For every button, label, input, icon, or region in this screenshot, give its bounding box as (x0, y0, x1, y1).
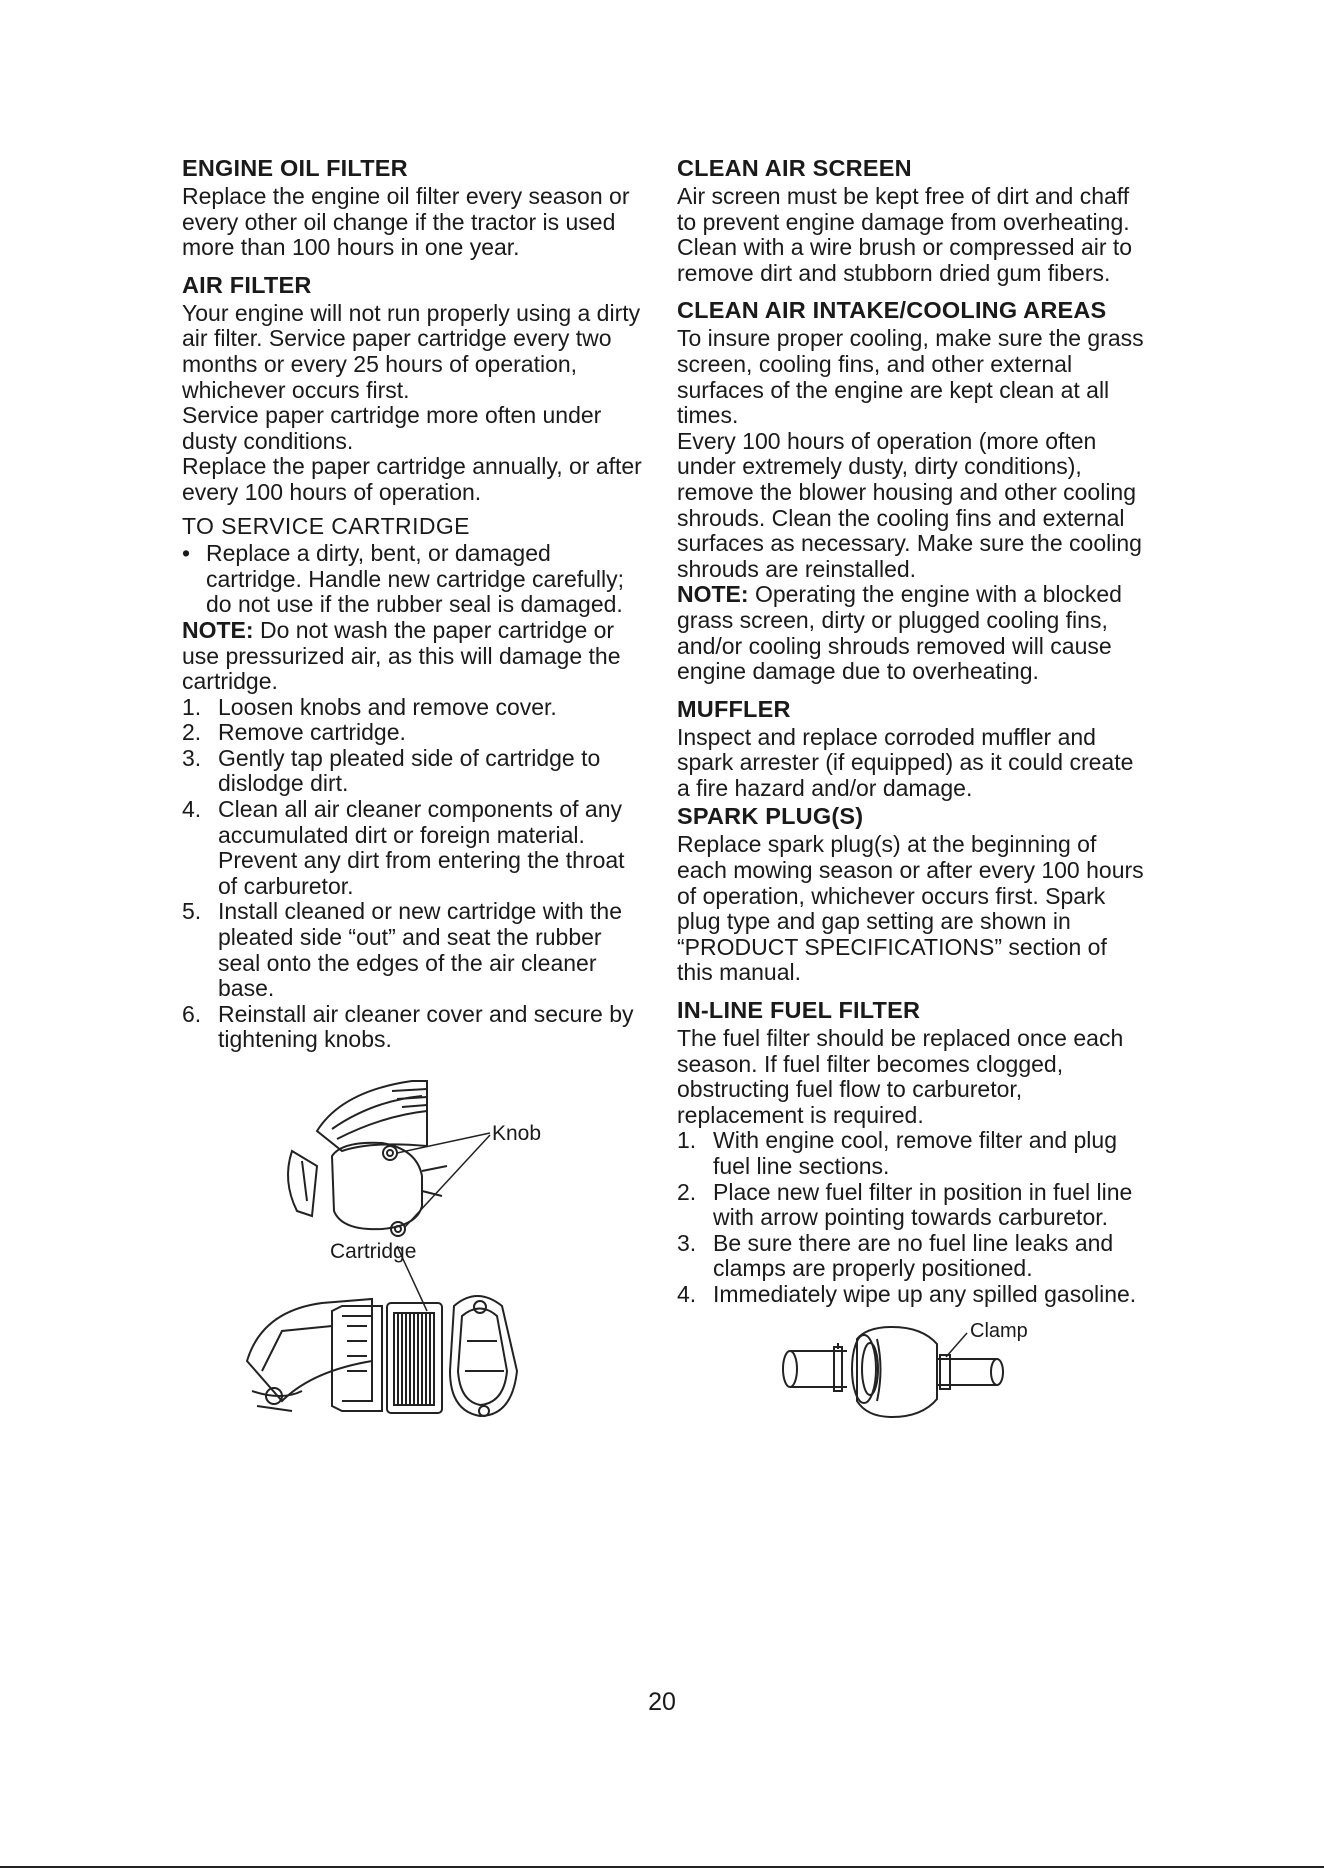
fuel-filter-illustration (772, 1319, 1032, 1429)
right-column (677, 155, 1147, 1429)
bullet-dot: • (182, 540, 191, 567)
cartridge-bullet-text: Replace a dirty, bent, or damaged cartridge. Handle new cartridge carefully; do not use if the rubber seal is damaged. (206, 540, 625, 618)
air-filter-heading: AIR FILTER (182, 271, 312, 298)
clean-air-screen-section (677, 155, 1147, 286)
step-number: 6. (182, 1000, 202, 1027)
list-item (677, 1231, 1147, 1282)
step-number: 4. (677, 1280, 697, 1307)
air-filter-paragraph-3: Replace the paper cartridge annually, or after every 100 hours of operation. (182, 453, 642, 505)
spark-plug-section (677, 803, 1147, 986)
air-cleaner-drawing (222, 1071, 622, 1451)
bottom-rule (0, 1866, 1324, 1868)
step-text: With engine cool, remove filter and plug fuel line sections. (713, 1127, 1117, 1179)
spark-plug-heading: SPARK PLUG(S) (677, 803, 864, 830)
list-item (182, 746, 642, 797)
cartridge-bullet (182, 541, 642, 618)
list-item (182, 720, 642, 746)
air-intake-cooling-section (677, 297, 1147, 684)
step-text: Clean all air cleaner components of any accumulated dirt or foreign material. Prevent any dirt from entering the throat of carburetor. (218, 796, 625, 899)
note-label: NOTE: (182, 616, 254, 643)
engine-oil-filter-text: Replace the engine oil filter every season or every other oil change if the tractor is used more than 100 hours in one year. (182, 183, 630, 261)
air-intake-paragraph-1: To insure proper cooling, make sure the grass screen, cooling fins, and other external surfaces of the engine are kept clean at all times. (677, 325, 1144, 429)
spark-plug-text: Replace spark plug(s) at the beginning of each mowing season or after every 100 hours of operation, whichever occurs first. Spark plug type and gap setting are shown in “PRODUCT SPECIFICATIONS” section of this manual. (677, 831, 1144, 986)
list-item (182, 1002, 642, 1053)
step-number: 4. (182, 796, 202, 823)
step-text: Remove cartridge. (218, 719, 406, 746)
step-text: Reinstall air cleaner cover and secure by tightening knobs. (218, 1000, 634, 1053)
step-number: 2. (677, 1178, 697, 1205)
muffler-text: Inspect and replace corroded muffler and spark arrester (if equipped) as it could create a fire hazard and/or damage. (677, 723, 1134, 801)
step-text: Loosen knobs and remove cover. (218, 693, 557, 720)
step-number: 5. (182, 898, 202, 925)
air-intake-note (677, 582, 1147, 684)
page-number: 20 (648, 1688, 676, 1716)
inline-fuel-filter-section (677, 997, 1147, 1308)
left-column (182, 155, 642, 1451)
step-number: 2. (182, 719, 202, 746)
list-item (677, 1282, 1147, 1308)
air-filter-paragraph-2: Service paper cartridge more often under dusty conditions. (182, 402, 602, 454)
muffler-section (677, 696, 1147, 802)
fuel-filter-steps (677, 1128, 1147, 1307)
inline-fuel-filter-text: The fuel filter should be replaced once each season. If fuel filter becomes clogged, obstructing fuel flow to carburetor, replacement is required. (677, 1025, 1124, 1128)
list-item (677, 1180, 1147, 1231)
air-intake-paragraph-2: Every 100 hours of operation (more often under extremely dusty, dirty conditions), remove the blower housing and other cooling shrouds. Clean the cooling fins and external surfaces as necessary. Make sure the cooling shrouds are reinstalled. (677, 427, 1142, 582)
step-text: Install cleaned or new cartridge with the pleated side “out” and seat the rubber seal onto the edges of the air cleaner base. (218, 898, 622, 1002)
air-intake-cooling-heading: CLEAN AIR INTAKE/COOLING AREAS (677, 297, 1107, 324)
step-number: 1. (677, 1127, 697, 1154)
air-cleaner-illustration (222, 1071, 622, 1451)
step-number: 3. (182, 744, 202, 771)
list-item (182, 797, 642, 899)
step-number: 1. (182, 693, 202, 720)
step-text: Place new fuel filter in position in fuel line with arrow pointing towards carburetor. (713, 1178, 1133, 1231)
knob-label: Knob (492, 1122, 542, 1145)
list-item (677, 1128, 1147, 1179)
step-text: Be sure there are no fuel line leaks and clamps are properly positioned. (713, 1229, 1114, 1282)
list-item (182, 899, 642, 1001)
list-item (182, 695, 642, 721)
engine-oil-filter-heading: ENGINE OIL FILTER (182, 155, 408, 181)
step-number: 3. (677, 1229, 697, 1256)
clean-air-screen-heading: CLEAN AIR SCREEN (677, 155, 912, 181)
air-filter-note (182, 618, 642, 695)
air-filter-steps (182, 695, 642, 1053)
note-text: Operating the engine with a blocked grass screen, dirty or plugged cooling fins, and/or cooling shrouds removed will cause engine damage due to overheating. (677, 581, 1122, 685)
inline-fuel-filter-heading: IN-LINE FUEL FILTER (677, 997, 921, 1024)
engine-oil-filter-section (182, 155, 642, 261)
air-filter-paragraph-1: Your engine will not run properly using a dirty air filter. Service paper cartridge every two months or every 25 hours of operation, whichever occurs first. (182, 299, 641, 403)
to-service-cartridge-subheading: TO SERVICE CARTRIDGE (182, 512, 470, 539)
note-text: Do not wash the paper cartridge or use pressurized air, as this will damage the cartridge. (182, 616, 621, 695)
clamp-label: Clamp (970, 1319, 1028, 1342)
muffler-heading: MUFFLER (677, 695, 791, 722)
step-text: Gently tap pleated side of cartridge to dislodge dirt. (218, 744, 601, 797)
note-label: NOTE: (677, 581, 749, 608)
cartridge-label: Cartridge (330, 1240, 417, 1263)
air-filter-section (182, 272, 642, 1053)
step-text: Immediately wipe up any spilled gasoline. (713, 1280, 1137, 1307)
clean-air-screen-text: Air screen must be kept free of dirt and chaff to prevent engine damage from overheating. Clean with a wire brush or compressed air to remove dirt and stubborn dried gum fibers. (677, 183, 1133, 286)
